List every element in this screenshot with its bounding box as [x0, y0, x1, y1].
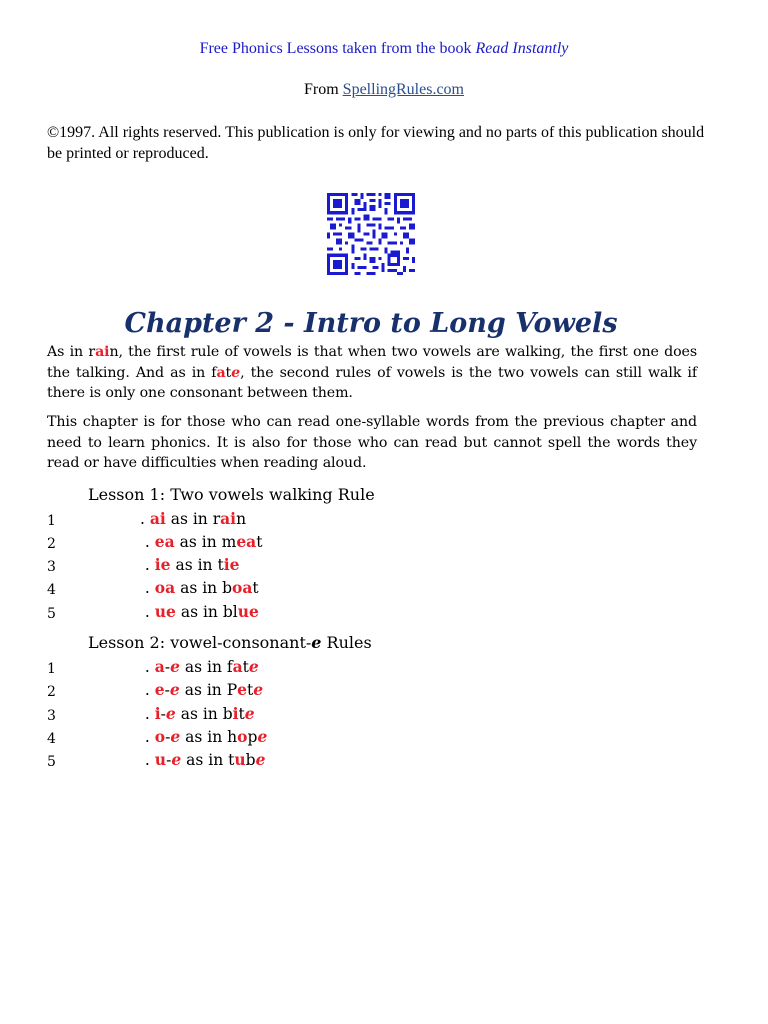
header-text: Free Phonics Lessons taken from the book: [199, 40, 476, 57]
vowel-pattern: ai: [149, 509, 166, 528]
example-suffix: t: [256, 533, 263, 551]
item-number: 2: [47, 536, 56, 552]
item-number: 3: [47, 708, 56, 724]
example-vowel: u: [234, 750, 246, 769]
example-prefix: as in h: [180, 728, 238, 746]
p1-highlight-e: e: [231, 364, 241, 381]
item-text: . ea as in meat: [140, 532, 263, 551]
spellingrules-link[interactable]: SpellingRules.com: [342, 81, 464, 98]
example-vowel: e: [237, 680, 248, 699]
silent-e: e: [165, 704, 176, 723]
item-text: . a-e as in fate: [140, 657, 259, 676]
p1-text-a: As in r: [47, 344, 96, 360]
example-consonant: b: [245, 751, 256, 769]
item-text: . e-e as in Pete: [140, 680, 264, 699]
example-prefix: as in P: [179, 681, 238, 699]
example-highlight: ie: [223, 555, 240, 574]
lesson2-title: [88, 633, 372, 652]
vowel: i: [154, 704, 161, 723]
vowel: a: [154, 657, 165, 676]
example-vowel: o: [237, 727, 248, 746]
from-label: From: [304, 81, 343, 98]
vowel: o: [154, 727, 166, 746]
item-text: . i-e as in bite: [140, 704, 255, 723]
p1-text-g: , the second rules of vowels is the two vowels can still walk if there is only one consonant between them.: [47, 364, 698, 401]
lesson2-item: [47, 727, 647, 750]
p1-highlight-a: a: [216, 364, 226, 381]
lesson1-item: [47, 555, 647, 578]
silent-e: e: [170, 727, 181, 746]
item-number: 5: [47, 606, 56, 622]
qr-code-icon[interactable]: [327, 193, 415, 275]
lesson2-item: [47, 680, 647, 703]
p1-text-c: n, the first rule of vowels is that when two vowels are walking, the first one does the talking. And as in f: [47, 344, 698, 381]
example-consonant: p: [247, 728, 258, 746]
p1-highlight-ai: ai: [95, 344, 110, 360]
silent-e: e: [169, 680, 180, 699]
lesson2-title-prefix: Lesson 2: vowel-consonant-: [88, 633, 312, 652]
example-consonant: t: [247, 681, 254, 699]
item-number: 5: [47, 754, 56, 770]
example-suffix: n: [236, 510, 247, 528]
item-text: . ie as in tie: [140, 555, 240, 574]
p1-text-e: t: [225, 364, 232, 381]
item-number: 4: [47, 582, 56, 598]
book-title: Read Instantly: [475, 40, 569, 57]
item-text: . o-e as in hope: [140, 727, 268, 746]
lesson1-item: [47, 532, 647, 555]
item-number: 1: [47, 661, 56, 677]
example-prefix: as in t: [181, 751, 235, 769]
item-number: 3: [47, 559, 56, 575]
lesson2-item: [47, 750, 647, 773]
lesson2-item: [47, 657, 647, 680]
item-number: 2: [47, 684, 56, 700]
intro-paragraph: [47, 342, 697, 404]
item-number: 4: [47, 731, 56, 747]
example-highlight: ea: [236, 532, 257, 551]
lesson2-title-e: e: [311, 633, 322, 652]
example-silent-e: e: [255, 750, 266, 769]
lesson1-item: [47, 602, 647, 625]
copyright-notice: ©1997. All rights reserved. This publication is only for viewing and no parts of this publication should be printed or reproduced.: [47, 124, 705, 162]
audience-paragraph: This chapter is for those who can read one-syllable words from the previous chapter and need to learn phonics. It is also for those who can read but cannot spell the words they read or have difficulties when reading aloud.: [47, 414, 697, 471]
header-line: [0, 40, 768, 58]
example-silent-e: e: [244, 704, 255, 723]
example-prefix: as in m: [174, 533, 237, 551]
vowel-pattern: ue: [154, 602, 176, 621]
item-text: . oa as in boat: [140, 578, 259, 597]
example-prefix: as in b: [175, 705, 233, 723]
example-highlight: ai: [220, 509, 237, 528]
vowel: e: [154, 680, 165, 699]
example-silent-e: e: [253, 680, 264, 699]
example-prefix: as in r: [165, 510, 221, 528]
silent-e: e: [170, 657, 180, 676]
example-silent-e: e: [248, 657, 259, 676]
chapter-title: Chapter 2 - Intro to Long Vowels: [124, 308, 618, 339]
vowel-pattern: ea: [154, 532, 175, 551]
example-prefix: as in b: [175, 579, 233, 597]
example-vowel: i: [232, 704, 239, 723]
example-prefix: as in t: [170, 556, 224, 574]
example-consonant: t: [242, 658, 249, 676]
example-prefix: as in bl: [175, 603, 238, 621]
item-number: 1: [47, 513, 56, 529]
lesson1-title: Lesson 1: Two vowels walking Rule: [88, 485, 375, 504]
example-prefix: as in f: [179, 658, 233, 676]
lesson2-title-suffix: Rules: [321, 633, 372, 652]
item-text: . ue as in blue: [140, 602, 259, 621]
example-silent-e: e: [257, 727, 268, 746]
example-vowel: a: [232, 657, 243, 676]
lesson2-item: [47, 704, 647, 727]
vowel-pattern: ie: [154, 555, 171, 574]
example-highlight: ue: [237, 602, 259, 621]
lesson1-item: [47, 509, 647, 532]
example-consonant: t: [238, 705, 245, 723]
vowel: u: [154, 750, 167, 769]
lesson1-item: [47, 578, 647, 601]
example-highlight: oa: [232, 578, 253, 597]
item-text: . ai as in rain: [140, 509, 247, 528]
from-line: [0, 81, 768, 99]
vowel-pattern: oa: [154, 578, 176, 597]
item-text: . u-e as in tube: [140, 750, 266, 769]
example-suffix: t: [252, 579, 259, 597]
silent-e: e: [171, 750, 182, 769]
